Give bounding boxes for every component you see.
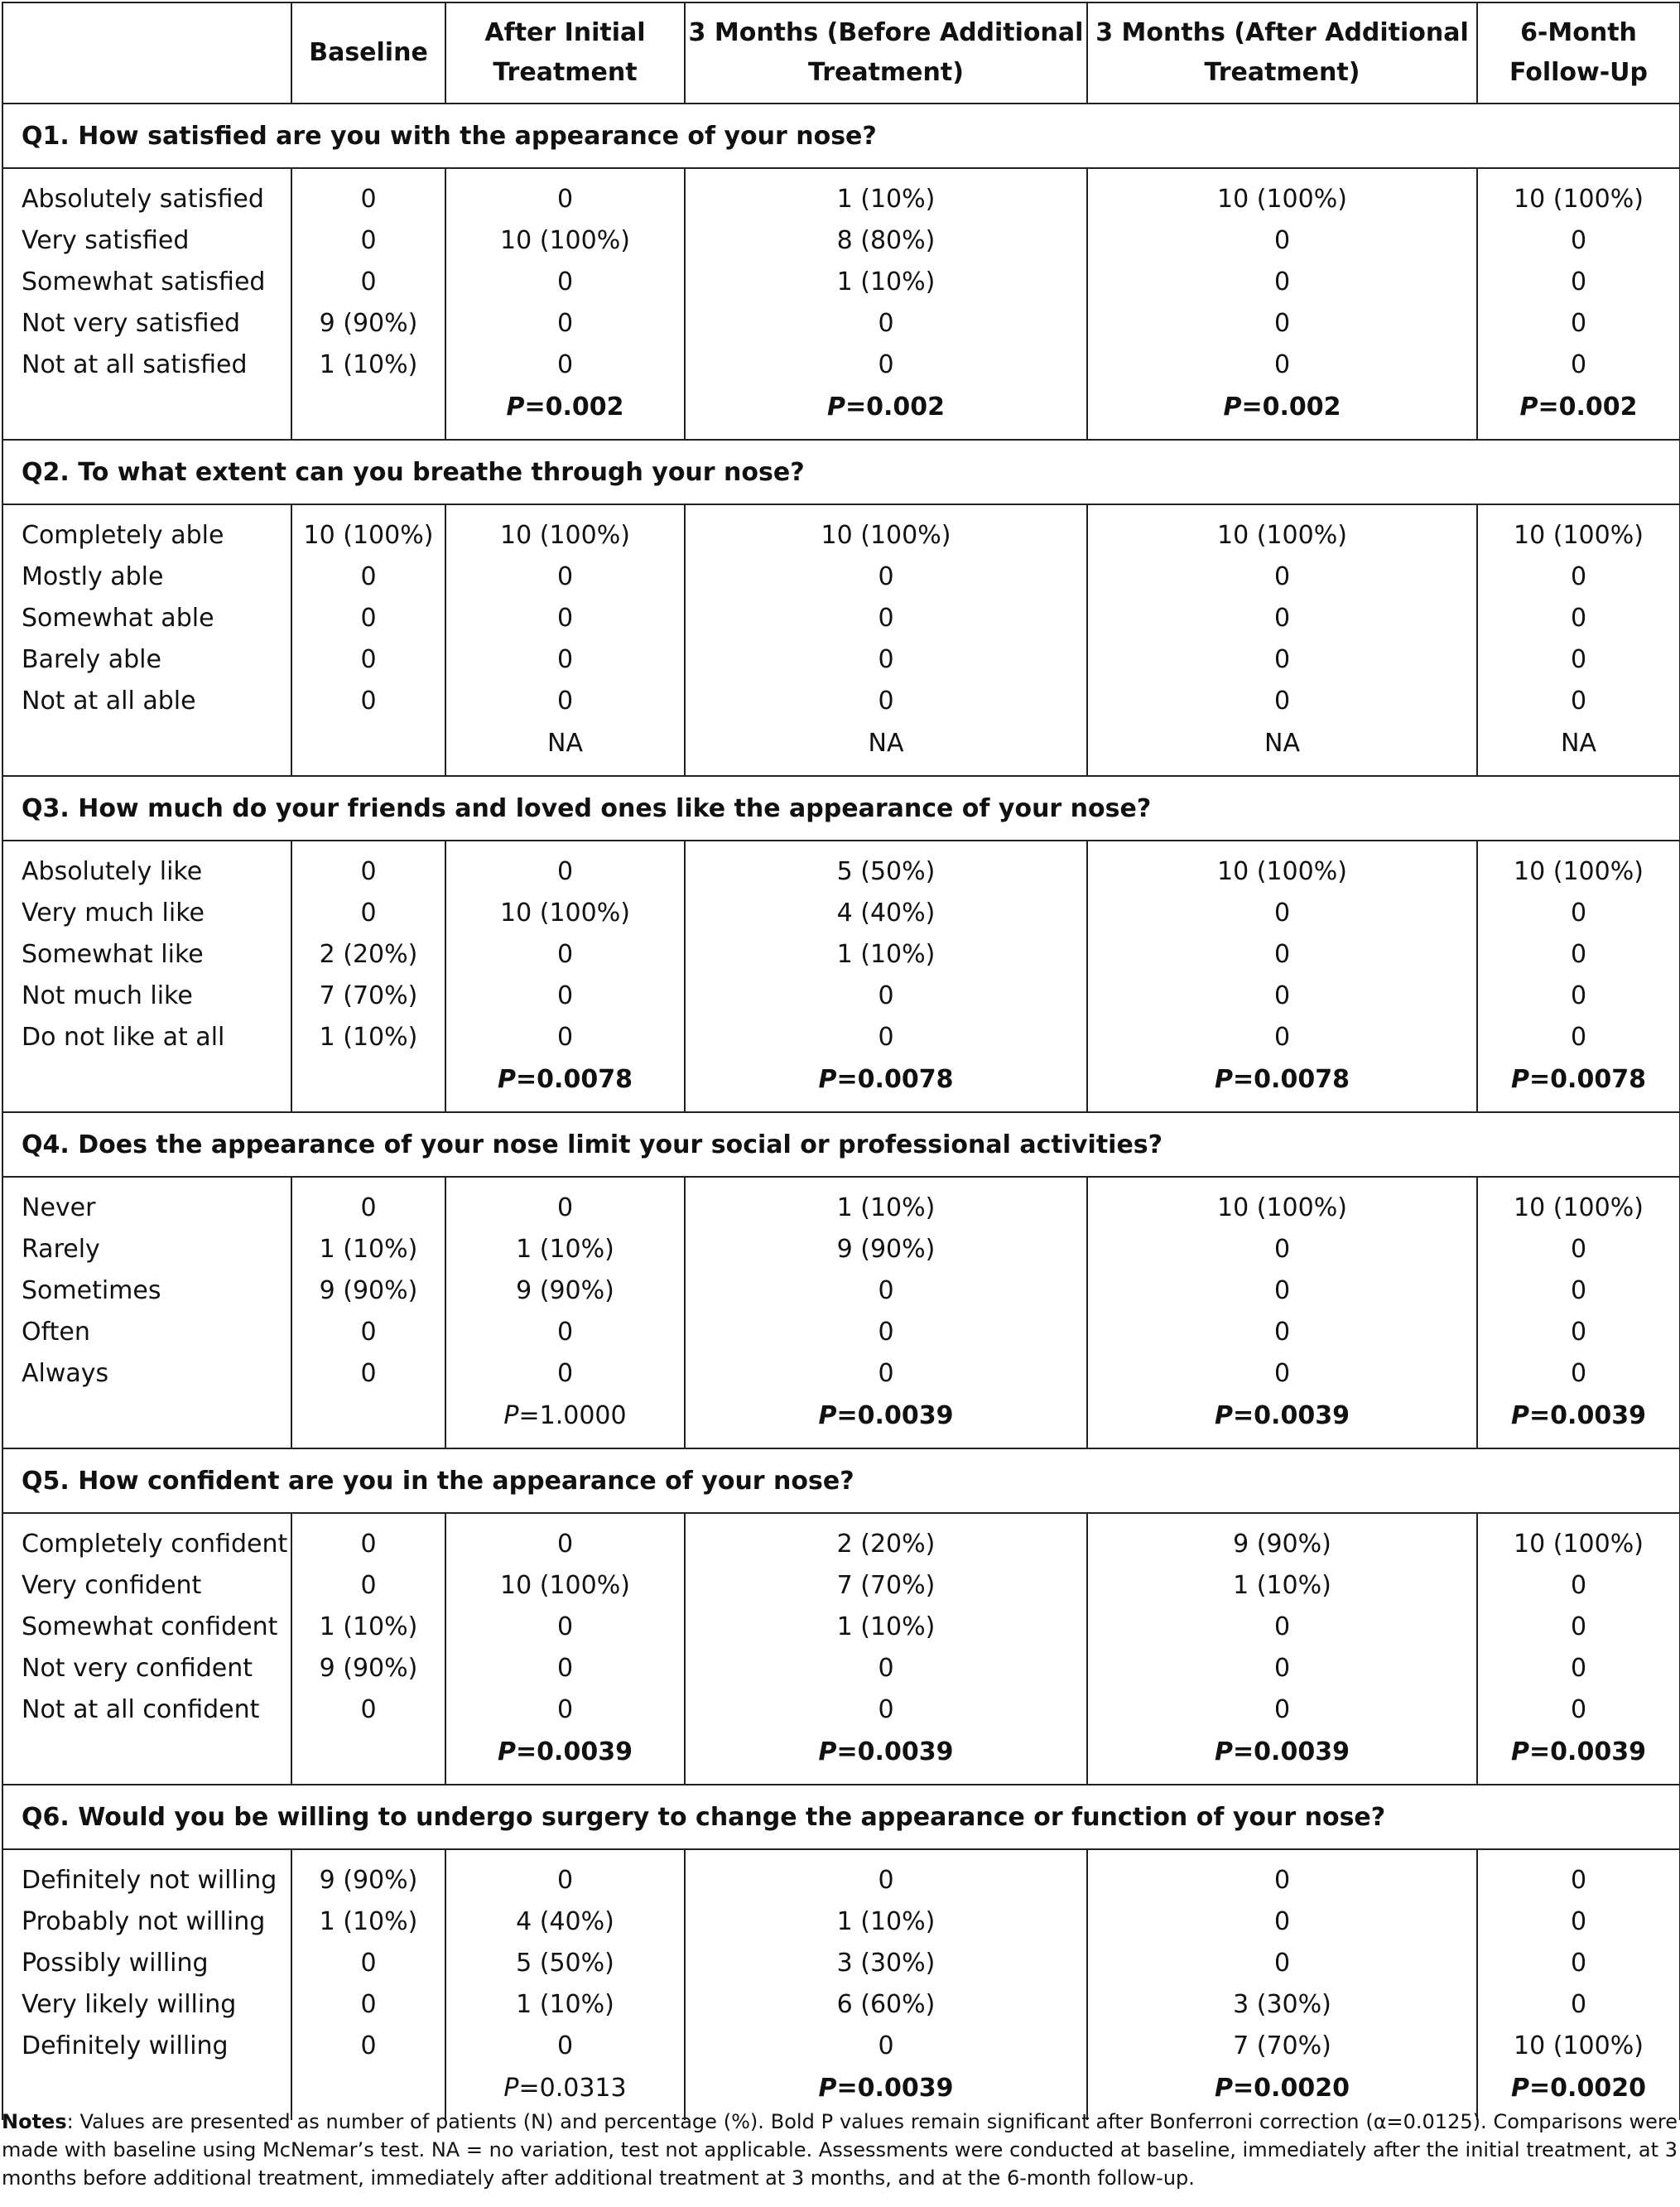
header-cell-6m-followup: 6-Month Follow-Up <box>1477 2 1680 104</box>
value-cell: 0 <box>445 1177 685 1229</box>
header-cell-label <box>2 2 291 104</box>
value-cell: 0 <box>1087 639 1477 681</box>
value-cell: 5 (50%) <box>445 1943 685 1984</box>
value-cell: 0 <box>291 1565 445 1607</box>
option-row <box>2 1689 1680 1731</box>
value-cell: 10 (100%) <box>1477 1513 1680 1565</box>
option-row <box>2 168 1680 220</box>
table-body <box>2 104 1680 2120</box>
value-cell: 10 (100%) <box>1477 2026 1680 2067</box>
empty-cell <box>2 1731 291 1785</box>
pvalue-cell: P=0.002 <box>685 386 1087 440</box>
value-cell: 0 <box>1087 1312 1477 1353</box>
option-row <box>2 1353 1680 1395</box>
option-row <box>2 976 1680 1017</box>
value-cell: 0 <box>1477 345 1680 386</box>
option-label: Somewhat like <box>2 934 291 976</box>
value-cell: 1 (10%) <box>1087 1565 1477 1607</box>
option-label: Absolutely satisfied <box>2 168 291 220</box>
option-label: Completely confident <box>2 1513 291 1565</box>
value-cell: 0 <box>1087 1607 1477 1648</box>
value-cell: 1 (10%) <box>291 345 445 386</box>
value-cell: 0 <box>1087 1017 1477 1058</box>
value-cell: 0 <box>291 168 445 220</box>
pvalue-cell: P=0.0020 <box>1087 2067 1477 2120</box>
question-row <box>2 104 1680 168</box>
value-cell: 3 (30%) <box>1087 1984 1477 2026</box>
option-label: Do not like at all <box>2 1017 291 1058</box>
value-cell: 0 <box>445 1607 685 1648</box>
value-cell: 0 <box>445 1689 685 1731</box>
value-cell: 9 (90%) <box>685 1229 1087 1270</box>
value-cell: 0 <box>685 598 1087 639</box>
value-cell: 0 <box>685 1849 1087 1901</box>
value-cell: 4 (40%) <box>445 1901 685 1943</box>
value-cell: 10 (100%) <box>1087 1177 1477 1229</box>
value-cell: 0 <box>685 557 1087 598</box>
option-row <box>2 1017 1680 1058</box>
option-label: Probably not willing <box>2 1901 291 1943</box>
option-row <box>2 681 1680 722</box>
pvalue-row <box>2 386 1680 440</box>
value-cell: 0 <box>1087 1353 1477 1395</box>
header-cell-3m-before: 3 Months (Before Additional Treatment) <box>685 2 1087 104</box>
pvalue-cell: P=0.0039 <box>1477 1395 1680 1448</box>
value-cell: 0 <box>1087 976 1477 1017</box>
value-cell: 0 <box>1477 1312 1680 1353</box>
value-cell: 0 <box>1477 1689 1680 1731</box>
value-cell: 0 <box>685 303 1087 345</box>
value-cell: 0 <box>445 841 685 893</box>
option-row <box>2 1943 1680 1984</box>
option-row <box>2 1270 1680 1312</box>
pvalue-row <box>2 1395 1680 1448</box>
option-label: Not at all satisfied <box>2 345 291 386</box>
value-cell: 0 <box>291 2026 445 2067</box>
value-cell: 0 <box>291 220 445 262</box>
option-row <box>2 1229 1680 1270</box>
option-label: Definitely not willing <box>2 1849 291 1901</box>
value-cell: 0 <box>291 893 445 934</box>
option-label: Possibly willing <box>2 1943 291 1984</box>
question-title: Q5. How confident are you in the appearance of your nose? <box>2 1448 1680 1513</box>
value-cell: 8 (80%) <box>685 220 1087 262</box>
question-row <box>2 1112 1680 1177</box>
pvalue-cell: P=0.0020 <box>1477 2067 1680 2120</box>
option-row <box>2 639 1680 681</box>
value-cell: 2 (20%) <box>291 934 445 976</box>
value-cell: 0 <box>1477 557 1680 598</box>
pvalue-cell: P=0.0039 <box>685 2067 1087 2120</box>
pvalue-cell: P=0.0039 <box>1087 1731 1477 1785</box>
value-cell: 0 <box>1087 1229 1477 1270</box>
value-cell: 10 (100%) <box>685 504 1087 557</box>
value-cell: 0 <box>1477 262 1680 303</box>
value-cell: 0 <box>1477 1565 1680 1607</box>
value-cell: 10 (100%) <box>1087 504 1477 557</box>
value-cell: 1 (10%) <box>291 1229 445 1270</box>
value-cell: 0 <box>291 1984 445 2026</box>
value-cell: 6 (60%) <box>685 1984 1087 2026</box>
value-cell: 0 <box>685 2026 1087 2067</box>
option-label: Somewhat confident <box>2 1607 291 1648</box>
value-cell: 0 <box>445 598 685 639</box>
value-cell: 0 <box>1477 681 1680 722</box>
empty-cell <box>291 1395 445 1448</box>
option-label: Very likely willing <box>2 1984 291 2026</box>
value-cell: 1 (10%) <box>445 1984 685 2026</box>
value-cell: 9 (90%) <box>291 1849 445 1901</box>
option-label: Not at all confident <box>2 1689 291 1731</box>
option-row <box>2 1984 1680 2026</box>
option-row <box>2 1901 1680 1943</box>
value-cell: 10 (100%) <box>1477 168 1680 220</box>
pvalue-cell: P=0.0078 <box>685 1058 1087 1112</box>
value-cell: 0 <box>685 1312 1087 1353</box>
value-cell: 0 <box>291 598 445 639</box>
pvalue-cell: P=0.0039 <box>685 1395 1087 1448</box>
value-cell: 0 <box>1477 976 1680 1017</box>
option-row <box>2 2026 1680 2067</box>
value-cell: 0 <box>685 345 1087 386</box>
header-cell-baseline: Baseline <box>291 2 445 104</box>
value-cell: 0 <box>1087 1901 1477 1943</box>
value-cell: 0 <box>1087 262 1477 303</box>
option-label: Never <box>2 1177 291 1229</box>
value-cell: 0 <box>445 1849 685 1901</box>
value-cell: 0 <box>291 262 445 303</box>
pvalue-cell: P=0.0313 <box>445 2067 685 2120</box>
option-row <box>2 1648 1680 1689</box>
results-table <box>2 2 1680 2120</box>
value-cell: 3 (30%) <box>685 1943 1087 1984</box>
option-label: Sometimes <box>2 1270 291 1312</box>
empty-cell <box>291 1731 445 1785</box>
value-cell: 7 (70%) <box>291 976 445 1017</box>
option-label: Mostly able <box>2 557 291 598</box>
value-cell: 4 (40%) <box>685 893 1087 934</box>
option-label: Rarely <box>2 1229 291 1270</box>
value-cell: 1 (10%) <box>685 1901 1087 1943</box>
value-cell: 10 (100%) <box>1087 168 1477 220</box>
option-label: Very confident <box>2 1565 291 1607</box>
value-cell: 0 <box>1477 934 1680 976</box>
value-cell: 1 (10%) <box>445 1229 685 1270</box>
value-cell: 0 <box>291 1312 445 1353</box>
value-cell: 0 <box>685 1648 1087 1689</box>
value-cell: 7 (70%) <box>685 1565 1087 1607</box>
value-cell: 0 <box>291 557 445 598</box>
value-cell: 0 <box>1477 1607 1680 1648</box>
value-cell: 1 (10%) <box>685 168 1087 220</box>
question-title: Q2. To what extent can you breathe through your nose? <box>2 440 1680 504</box>
pvalue-cell: NA <box>1087 722 1477 776</box>
option-row <box>2 1513 1680 1565</box>
value-cell: 0 <box>685 1017 1087 1058</box>
option-label: Not very satisfied <box>2 303 291 345</box>
value-cell: 0 <box>1087 557 1477 598</box>
value-cell: 0 <box>445 639 685 681</box>
empty-cell <box>2 386 291 440</box>
value-cell: 0 <box>445 557 685 598</box>
option-label: Somewhat able <box>2 598 291 639</box>
pvalue-cell: P=0.0039 <box>1477 1731 1680 1785</box>
value-cell: 0 <box>1477 1849 1680 1901</box>
value-cell: 0 <box>445 681 685 722</box>
pvalue-row <box>2 1731 1680 1785</box>
value-cell: 9 (90%) <box>445 1270 685 1312</box>
value-cell: 10 (100%) <box>1477 504 1680 557</box>
value-cell: 0 <box>1477 1353 1680 1395</box>
value-cell: 9 (90%) <box>1087 1513 1477 1565</box>
table-notes <box>2 2108 1678 2192</box>
value-cell: 0 <box>685 639 1087 681</box>
value-cell: 0 <box>291 1513 445 1565</box>
value-cell: 0 <box>291 1353 445 1395</box>
question-row <box>2 776 1680 841</box>
option-label: Always <box>2 1353 291 1395</box>
value-cell: 0 <box>291 639 445 681</box>
empty-cell <box>2 1395 291 1448</box>
value-cell: 1 (10%) <box>291 1607 445 1648</box>
value-cell: 0 <box>445 1312 685 1353</box>
value-cell: 0 <box>685 1353 1087 1395</box>
pvalue-cell: P=0.002 <box>1477 386 1680 440</box>
pvalue-cell: P=0.0078 <box>1087 1058 1477 1112</box>
value-cell: 0 <box>1087 893 1477 934</box>
option-row <box>2 557 1680 598</box>
value-cell: 10 (100%) <box>1477 841 1680 893</box>
pvalue-cell: P=0.0039 <box>445 1731 685 1785</box>
empty-cell <box>291 1058 445 1112</box>
value-cell: 0 <box>1087 345 1477 386</box>
value-cell: 0 <box>1087 934 1477 976</box>
value-cell: 0 <box>1477 1017 1680 1058</box>
value-cell: 0 <box>291 841 445 893</box>
option-label: Completely able <box>2 504 291 557</box>
header-cell-after-initial: After Initial Treatment <box>445 2 685 104</box>
option-label: Definitely willing <box>2 2026 291 2067</box>
value-cell: 5 (50%) <box>685 841 1087 893</box>
value-cell: 0 <box>1477 1943 1680 1984</box>
header-cell-3m-after: 3 Months (After Additional Treatment) <box>1087 2 1477 104</box>
question-title: Q4. Does the appearance of your nose limit your social or professional activities? <box>2 1112 1680 1177</box>
question-title: Q3. How much do your friends and loved ones like the appearance of your nose? <box>2 776 1680 841</box>
empty-cell <box>291 722 445 776</box>
value-cell: 0 <box>1477 1984 1680 2026</box>
value-cell: 0 <box>291 681 445 722</box>
option-label: Often <box>2 1312 291 1353</box>
value-cell: 0 <box>1087 1943 1477 1984</box>
value-cell: 0 <box>445 934 685 976</box>
value-cell: 0 <box>1477 1229 1680 1270</box>
empty-cell <box>2 1058 291 1112</box>
value-cell: 1 (10%) <box>685 1177 1087 1229</box>
pvalue-cell: P=0.002 <box>445 386 685 440</box>
question-title: Q6. Would you be willing to undergo surgery to change the appearance or function of your nose? <box>2 1785 1680 1849</box>
option-label: Not at all able <box>2 681 291 722</box>
value-cell: 0 <box>1477 1901 1680 1943</box>
value-cell: 10 (100%) <box>445 504 685 557</box>
value-cell: 0 <box>1477 220 1680 262</box>
empty-cell <box>291 386 445 440</box>
question-row <box>2 1785 1680 1849</box>
option-row <box>2 504 1680 557</box>
notes-text: : Values are presented as number of patients (N) and percentage (%). Bold P values remain significant after Bonferroni correction (α=0.0125). Comparisons were made with baseline using McNemar’s test. NA = no variation, test not applicable. Assessments were conducted at baseline, immediately after the initial treatment, at 3 months before additional treatment, immediately after additional treatment at 3 months, and at the 6-month follow-up. <box>2 2110 1678 2190</box>
pvalue-cell: P=1.0000 <box>445 1395 685 1448</box>
value-cell: 0 <box>685 1689 1087 1731</box>
option-row <box>2 1312 1680 1353</box>
option-label: Not much like <box>2 976 291 1017</box>
notes-label: Notes <box>2 2110 67 2133</box>
option-row <box>2 598 1680 639</box>
option-label: Not very confident <box>2 1648 291 1689</box>
value-cell: 0 <box>1477 639 1680 681</box>
pvalue-cell: NA <box>1477 722 1680 776</box>
value-cell: 0 <box>445 1648 685 1689</box>
value-cell: 0 <box>1477 893 1680 934</box>
value-cell: 0 <box>445 345 685 386</box>
option-row <box>2 934 1680 976</box>
value-cell: 10 (100%) <box>445 1565 685 1607</box>
value-cell: 1 (10%) <box>291 1901 445 1943</box>
pvalue-cell: NA <box>685 722 1087 776</box>
pvalue-cell: NA <box>445 722 685 776</box>
option-label: Barely able <box>2 639 291 681</box>
option-row <box>2 1849 1680 1901</box>
value-cell: 0 <box>1087 1270 1477 1312</box>
value-cell: 0 <box>445 1017 685 1058</box>
pvalue-cell: P=0.0039 <box>1087 1395 1477 1448</box>
option-row <box>2 1177 1680 1229</box>
option-row <box>2 893 1680 934</box>
value-cell: 2 (20%) <box>685 1513 1087 1565</box>
pvalue-cell: P=0.0078 <box>445 1058 685 1112</box>
value-cell: 0 <box>445 1513 685 1565</box>
value-cell: 1 (10%) <box>685 262 1087 303</box>
pvalue-cell: P=0.0078 <box>1477 1058 1680 1112</box>
header-row <box>2 2 1680 104</box>
value-cell: 0 <box>445 262 685 303</box>
option-row <box>2 303 1680 345</box>
value-cell: 9 (90%) <box>291 1270 445 1312</box>
value-cell: 0 <box>1477 1270 1680 1312</box>
pvalue-row <box>2 1058 1680 1112</box>
question-row <box>2 1448 1680 1513</box>
value-cell: 0 <box>1477 598 1680 639</box>
option-row <box>2 220 1680 262</box>
value-cell: 0 <box>1087 1648 1477 1689</box>
value-cell: 0 <box>445 2026 685 2067</box>
value-cell: 0 <box>445 168 685 220</box>
question-title: Q1. How satisfied are you with the appearance of your nose? <box>2 104 1680 168</box>
option-label: Very satisfied <box>2 220 291 262</box>
value-cell: 1 (10%) <box>685 934 1087 976</box>
value-cell: 1 (10%) <box>685 1607 1087 1648</box>
value-cell: 10 (100%) <box>1477 1177 1680 1229</box>
value-cell: 0 <box>445 1353 685 1395</box>
value-cell: 10 (100%) <box>291 504 445 557</box>
option-label: Very much like <box>2 893 291 934</box>
question-row <box>2 440 1680 504</box>
value-cell: 7 (70%) <box>1087 2026 1477 2067</box>
value-cell: 0 <box>685 976 1087 1017</box>
value-cell: 0 <box>1087 220 1477 262</box>
option-row <box>2 1607 1680 1648</box>
value-cell: 0 <box>1087 303 1477 345</box>
option-row <box>2 262 1680 303</box>
value-cell: 0 <box>1087 1849 1477 1901</box>
value-cell: 1 (10%) <box>291 1017 445 1058</box>
value-cell: 0 <box>685 1270 1087 1312</box>
value-cell: 10 (100%) <box>1087 841 1477 893</box>
value-cell: 0 <box>1477 1648 1680 1689</box>
pvalue-row <box>2 722 1680 776</box>
empty-cell <box>2 722 291 776</box>
value-cell: 9 (90%) <box>291 1648 445 1689</box>
value-cell: 0 <box>291 1943 445 1984</box>
option-label: Absolutely like <box>2 841 291 893</box>
value-cell: 0 <box>291 1177 445 1229</box>
value-cell: 0 <box>445 303 685 345</box>
pvalue-cell: P=0.0039 <box>685 1731 1087 1785</box>
option-row <box>2 1565 1680 1607</box>
option-row <box>2 841 1680 893</box>
value-cell: 0 <box>1087 681 1477 722</box>
value-cell: 0 <box>1087 1689 1477 1731</box>
value-cell: 10 (100%) <box>445 220 685 262</box>
pvalue-cell: P=0.002 <box>1087 386 1477 440</box>
value-cell: 0 <box>1477 303 1680 345</box>
value-cell: 0 <box>291 1689 445 1731</box>
value-cell: 0 <box>1087 598 1477 639</box>
option-row <box>2 345 1680 386</box>
value-cell: 9 (90%) <box>291 303 445 345</box>
value-cell: 10 (100%) <box>445 893 685 934</box>
value-cell: 0 <box>685 681 1087 722</box>
option-label: Somewhat satisfied <box>2 262 291 303</box>
value-cell: 0 <box>445 976 685 1017</box>
